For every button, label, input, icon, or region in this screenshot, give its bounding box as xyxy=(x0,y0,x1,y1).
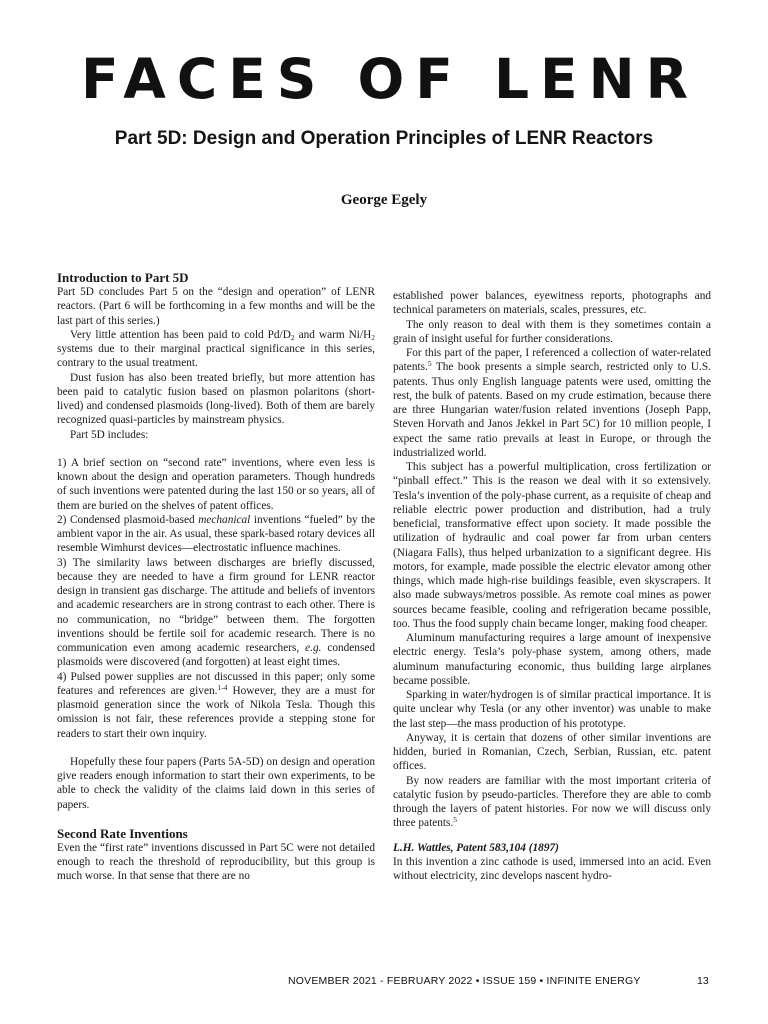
list-item: 2) Condensed plasmoid-based mechanical inventions “fueled” by the ambient vapor in the air. As usual, these spark-based rotary devices all resemble Wimhurst devices—electrostatic influence machines. xyxy=(57,513,375,555)
section-heading: Second Rate Inventions xyxy=(57,825,188,841)
list-item: 3) The similarity laws between discharges are briefly discussed, because they are needed to have a firm ground for LENR reactor design in transient gas discharge. The attitude and beliefs of inventors and academic researchers are in strong contrast to each other. There is no communication, no “bridge” between them. The forgotten inventions should be fertile soil for academic research. There is no communication even among academic researchers, e.g. condensed plasmoids were discovered (and forgotten) at least eight times. xyxy=(57,556,375,669)
list-item: 1) A brief section on “second rate” inventions, where even less is known about the design and operation parameters. Though hundreds of such inventions were patented during the last 150 or so years, all of them are buried on the shelves of patent offices. xyxy=(57,456,375,512)
paragraph: The only reason to deal with them is they sometimes contain a grain of insight useful for further considerations. xyxy=(393,318,711,345)
paragraph: Very little attention has been paid to cold $Pd/D_2$ and warm $Ni/H_2$ systems due to their marginal practical significance in this series, contrary to the usual treatment. xyxy=(57,328,375,370)
paragraph: Part 5D concludes Part 5 on the “design and operation” of LENR reactors. (Part 6 will be forthcoming in a few months and will be the last part of this series.) xyxy=(57,286,375,327)
paragraph: established power balances, eyewitness reports, photographs and technical parameters on materials, scales, pressures, etc. xyxy=(393,290,711,317)
author-name: George Egely xyxy=(340,192,428,208)
paragraph: Aluminum manufacturing requires a large amount of inexpensive electric energy. Tesla’s poly-phase system, among others, made aluminum manufacturing economic, thus building large airplanes became possible. xyxy=(393,632,711,687)
paragraph: Sparking in water/hydrogen is of similar practical importance. It is quite unclear why Tesla (or any other inventor) was unable to make the last step—the mass production of his prototype. xyxy=(393,689,711,730)
series-title: FACES OF LENR xyxy=(81,47,699,111)
footer-issue-line: NOVEMBER 2021 - FEBRUARY 2022 • ISSUE 159 • INFINITE ENERGY xyxy=(288,975,641,987)
intro-heading: Introduction to Part 5D xyxy=(57,270,189,285)
left-column xyxy=(57,270,375,884)
paragraph: Anyway, it is certain that dozens of other similar inventions are hidden, buried in Romanian, Czech, Serbian, Russian, etc. patent offices. xyxy=(393,731,711,773)
article-title: Part 5D: Design and Operation Principles of LENR Reactors xyxy=(114,128,654,149)
paragraph: Even the “first rate” inventions discussed in Part 5C were not detailed enough to reach the threshold of reproducibility, but this group is much worse. In that sense that there are no xyxy=(57,841,375,883)
patent-subheading: L.H. Wattles, Patent 583,104 (1897) xyxy=(393,841,559,854)
list-item: 4) Pulsed power supplies are not discussed in this paper; only some features and references are given.$^{1-4}$ However, they are a must for plasmoid generation since the work of Nikola Tesla. Though this omission is not fair, these references provide a stepping stone for readers to start their own inquiry. xyxy=(57,670,375,740)
paragraph: This subject has a powerful multiplication, cross fertilization or “pinball effect.” This is the reason we deal with it so extensively. Tesla’s invention of the poly-phase current, as a requisite of cheap and reliable electric power production and distribution, had a truly beneficial, transformative effect upon society. It made possible the utilization of hydraulic and coal power far from urban centers (Niagara Falls), thus helped urbanization to a significant degree. His motors, for example, made possible the electric elevator among other things, which made high-rise buildings feasible, even skyscrapers. It also made subways/metros possible. As remote coal mines as power sources became feasible, cooling and refrigeration became possible, too. Thus the food supply chain became longer, making food cheaper. xyxy=(393,461,711,630)
paragraph: By now readers are familiar with the most important criteria of catalytic fusion by pseudo-particles. Therefore they are able to comb through the layers of patent histories. For now we will discuss only three patents.$^5$ xyxy=(393,774,711,830)
paragraph: For this part of the paper, I referenced a collection of water-related patents.$^5$ The book presents a simple search, restricted only to U.S. patents. Thus only English language patents were used, omitting the rest, the bulk of patents. Based on my crude estimation, because there are three Hungarian water/fusion related inventions (Joseph Papp, Steven Horvath and Janos Jekkel in Part 5C) for 10 million people, I expect the same ratio prevails at least in Europe, or through the industrialized world. xyxy=(393,347,711,459)
paragraph: Hopefully these four papers (Parts 5A-5D) on design and operation give readers enough information to start their own experiments, to be able to check the validity of the claims laid down in this series of papers. xyxy=(57,755,375,811)
right-column xyxy=(393,289,711,883)
paragraph: In this invention a zinc cathode is used, immersed into an acid. Even without electricity, zinc develops nascent hydro- xyxy=(393,855,711,882)
page-number: 13 xyxy=(697,975,709,987)
paragraph: Part 5D includes: xyxy=(70,428,149,441)
paragraph: Dust fusion has also been treated briefly, but more attention has been paid to catalytic fusion based on plasmon polaritons (short-lived) and condensed plasmoids (long-lived). Both of them are barely recognized quasi-particles by mainstream physics. xyxy=(57,371,375,427)
